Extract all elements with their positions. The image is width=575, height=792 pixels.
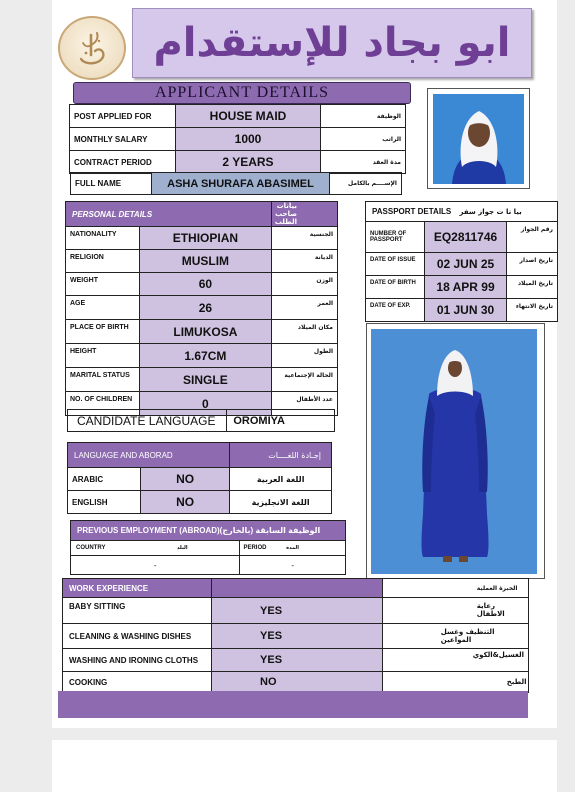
contract-period-value: 2 YEARS <box>175 151 321 174</box>
height-label: HEIGHT <box>66 344 140 368</box>
contract-period-label: CONTRACT PERIOD <box>70 151 176 174</box>
age-label: AGE <box>66 296 140 320</box>
full-name-value: ASHA SHURAFA ABASIMEL <box>151 173 329 195</box>
baby-sitting-value: YES <box>212 598 383 624</box>
cleaning-ar: التنظيف وغسل المواعين <box>382 624 528 649</box>
passport-details-title-ar: بيا نا ت جواز سفر <box>459 208 522 216</box>
english-label: ENGLISH <box>68 491 141 514</box>
personal-details-table <box>65 201 338 416</box>
country-ar: البلد <box>177 545 188 551</box>
candidate-language-table <box>67 409 335 432</box>
calligraphy-logo-icon <box>69 25 115 71</box>
contract-period-ar: مدة العقد <box>321 151 406 174</box>
monthly-salary-ar: الراتب <box>321 128 406 151</box>
table-row <box>71 173 402 195</box>
english-ar: اللغة الانجليزية <box>230 491 332 514</box>
baby-sitting-label: BABY SITTING <box>63 598 212 624</box>
washing-ironing-ar: الغسيل&الكوي <box>382 649 528 672</box>
post-applied-ar: الوظيفة <box>321 105 406 128</box>
table-row <box>70 151 406 174</box>
religion-value: MUSLIM <box>139 250 271 273</box>
table-row <box>66 368 338 392</box>
footer-bar <box>58 691 528 718</box>
english-value: NO <box>140 491 230 514</box>
applicant-portrait-photo <box>427 88 530 189</box>
applicant-details-title: APPLICANT DETAILS <box>154 84 330 101</box>
table-row <box>68 468 332 491</box>
previous-employment-header: PREVIOUS EMPLOYMENT (ABROAD)(الوظيفة السابقة (بالخارج <box>71 521 346 541</box>
weight-ar: الوزن <box>272 273 338 296</box>
monthly-salary-value: 1000 <box>175 128 321 151</box>
washing-ironing-value: YES <box>212 649 383 672</box>
table-row <box>70 128 406 151</box>
table-row <box>66 273 338 296</box>
post-applied-value: HOUSE MAID <box>175 105 321 128</box>
language-table <box>67 442 332 514</box>
table-row <box>366 253 558 276</box>
washing-ironing-label: WASHING AND IRONING CLOTHS <box>63 649 212 672</box>
nationality-label: NATIONALITY <box>66 227 140 250</box>
next-page <box>52 740 557 792</box>
portrait-image <box>428 89 529 188</box>
table-row <box>66 202 338 227</box>
religion-ar: الديانة <box>272 250 338 273</box>
date-of-exp-ar: تاريخ الانتهاء <box>507 299 558 322</box>
agency-title-box <box>132 8 532 78</box>
personal-details-header: PERSONAL DETAILS <box>66 202 272 227</box>
passport-number-value: EQ2811746 <box>424 222 507 253</box>
arabic-label: ARABIC <box>68 468 141 491</box>
language-header-ar: إجـادة اللغــــات <box>230 443 332 468</box>
personal-details-header-ar: بيانات صاحب الطلب <box>272 202 338 227</box>
age-value: 26 <box>139 296 271 320</box>
religion-label: RELIGION <box>66 250 140 273</box>
cooking-value: NO <box>212 672 383 693</box>
work-experience-header: WORK EXPERIENCE <box>63 579 212 598</box>
passport-number-label: NUMBER OF PASSPORT <box>366 222 425 253</box>
table-row <box>66 320 338 344</box>
date-of-issue-ar: تاريخ اصدار <box>507 253 558 276</box>
work-experience-table <box>62 578 529 693</box>
height-ar: الطول <box>272 344 338 368</box>
applicant-details-table <box>69 104 406 174</box>
date-of-birth-value: 18 APR 99 <box>424 276 507 299</box>
full-body-image <box>367 324 544 578</box>
period-value: - <box>240 556 346 575</box>
weight-label: WEIGHT <box>66 273 140 296</box>
table-row <box>66 227 338 250</box>
nationality-ar: الجنسية <box>272 227 338 250</box>
agency-title: ابو بجاد للإستقدام <box>153 20 511 66</box>
date-of-issue-value: 02 JUN 25 <box>424 253 507 276</box>
table-row <box>63 579 529 598</box>
baby-sitting-ar: رعاية الاطفال <box>382 598 528 624</box>
full-name-label: FULL NAME <box>71 173 152 195</box>
table-row <box>66 250 338 273</box>
height-value: 1.67CM <box>139 344 271 368</box>
table-row <box>71 541 346 556</box>
applicant-full-body-photo <box>366 323 545 579</box>
table-row <box>66 296 338 320</box>
table-row <box>68 410 335 432</box>
arabic-value: NO <box>140 468 230 491</box>
table-row <box>68 491 332 514</box>
period-ar: المدة <box>286 545 299 551</box>
date-of-exp-value: 01 JUN 30 <box>424 299 507 322</box>
table-row <box>63 649 529 672</box>
weight-value: 60 <box>139 273 271 296</box>
age-ar: العمر <box>272 296 338 320</box>
work-experience-header-mid <box>212 579 383 598</box>
cooking-label: COOKING <box>63 672 212 693</box>
previous-employment-table <box>70 520 346 575</box>
table-row <box>63 672 529 693</box>
passport-number-ar: رقم الجواز <box>507 222 558 253</box>
country-header <box>71 541 240 556</box>
table-row <box>366 299 558 322</box>
table-row <box>366 202 558 222</box>
work-experience-header-ar: الخبرة العملية <box>382 579 528 598</box>
table-row <box>68 443 332 468</box>
marital-status-label: MARITAL STATUS <box>66 368 140 392</box>
arabic-ar: اللغة العربية <box>230 468 332 491</box>
table-row <box>71 556 346 575</box>
date-of-birth-ar: تاريخ الميلاد <box>507 276 558 299</box>
table-row <box>63 624 529 649</box>
place-of-birth-label: PLACE OF BIRTH <box>66 320 140 344</box>
full-name-ar: الإســــم بالكامل <box>330 173 402 195</box>
table-row <box>66 344 338 368</box>
date-of-exp-label: DATE OF EXP. <box>366 299 425 322</box>
full-name-table <box>70 172 402 195</box>
company-logo <box>58 16 126 80</box>
period-label: PERIOD <box>243 545 267 551</box>
table-row <box>70 105 406 128</box>
children-value: 0 <box>139 392 271 416</box>
table-row <box>63 598 529 624</box>
country-label: COUNTRY <box>76 545 106 551</box>
date-of-issue-label: DATE OF ISSUE <box>366 253 425 276</box>
date-of-birth-label: DATE OF BIRTH <box>366 276 425 299</box>
children-ar: عدد الأطفال <box>272 392 338 416</box>
marital-status-value: SINGLE <box>139 368 271 392</box>
applicant-details-header <box>73 82 411 104</box>
monthly-salary-label: MONTHLY SALARY <box>70 128 176 151</box>
post-applied-label: POST APPLIED FOR <box>70 105 176 128</box>
cleaning-label: CLEANING & WASHING DISHES <box>63 624 212 649</box>
candidate-language-value: OROMIYA <box>227 410 335 432</box>
place-of-birth-value: LIMUKOSA <box>139 320 271 344</box>
candidate-language-label: CANDIDATE LANGUAGE <box>68 410 227 432</box>
nationality-value: ETHIOPIAN <box>139 227 271 250</box>
table-row <box>71 521 346 541</box>
country-value: - <box>71 556 240 575</box>
passport-details-table <box>365 201 558 322</box>
place-of-birth-ar: مكان الميلاد <box>272 320 338 344</box>
children-label: NO. OF CHILDREN <box>66 392 140 416</box>
period-header <box>240 541 346 556</box>
cooking-ar: الطبخ <box>382 672 528 693</box>
table-row <box>366 222 558 253</box>
table-row <box>366 276 558 299</box>
language-header: LANGUAGE AND ABORAD <box>68 443 230 468</box>
passport-details-header <box>366 202 558 222</box>
marital-status-ar: الحالة الإجتماعية <box>272 368 338 392</box>
passport-details-title: PASSPORT DETAILS <box>372 207 452 216</box>
cleaning-value: YES <box>212 624 383 649</box>
